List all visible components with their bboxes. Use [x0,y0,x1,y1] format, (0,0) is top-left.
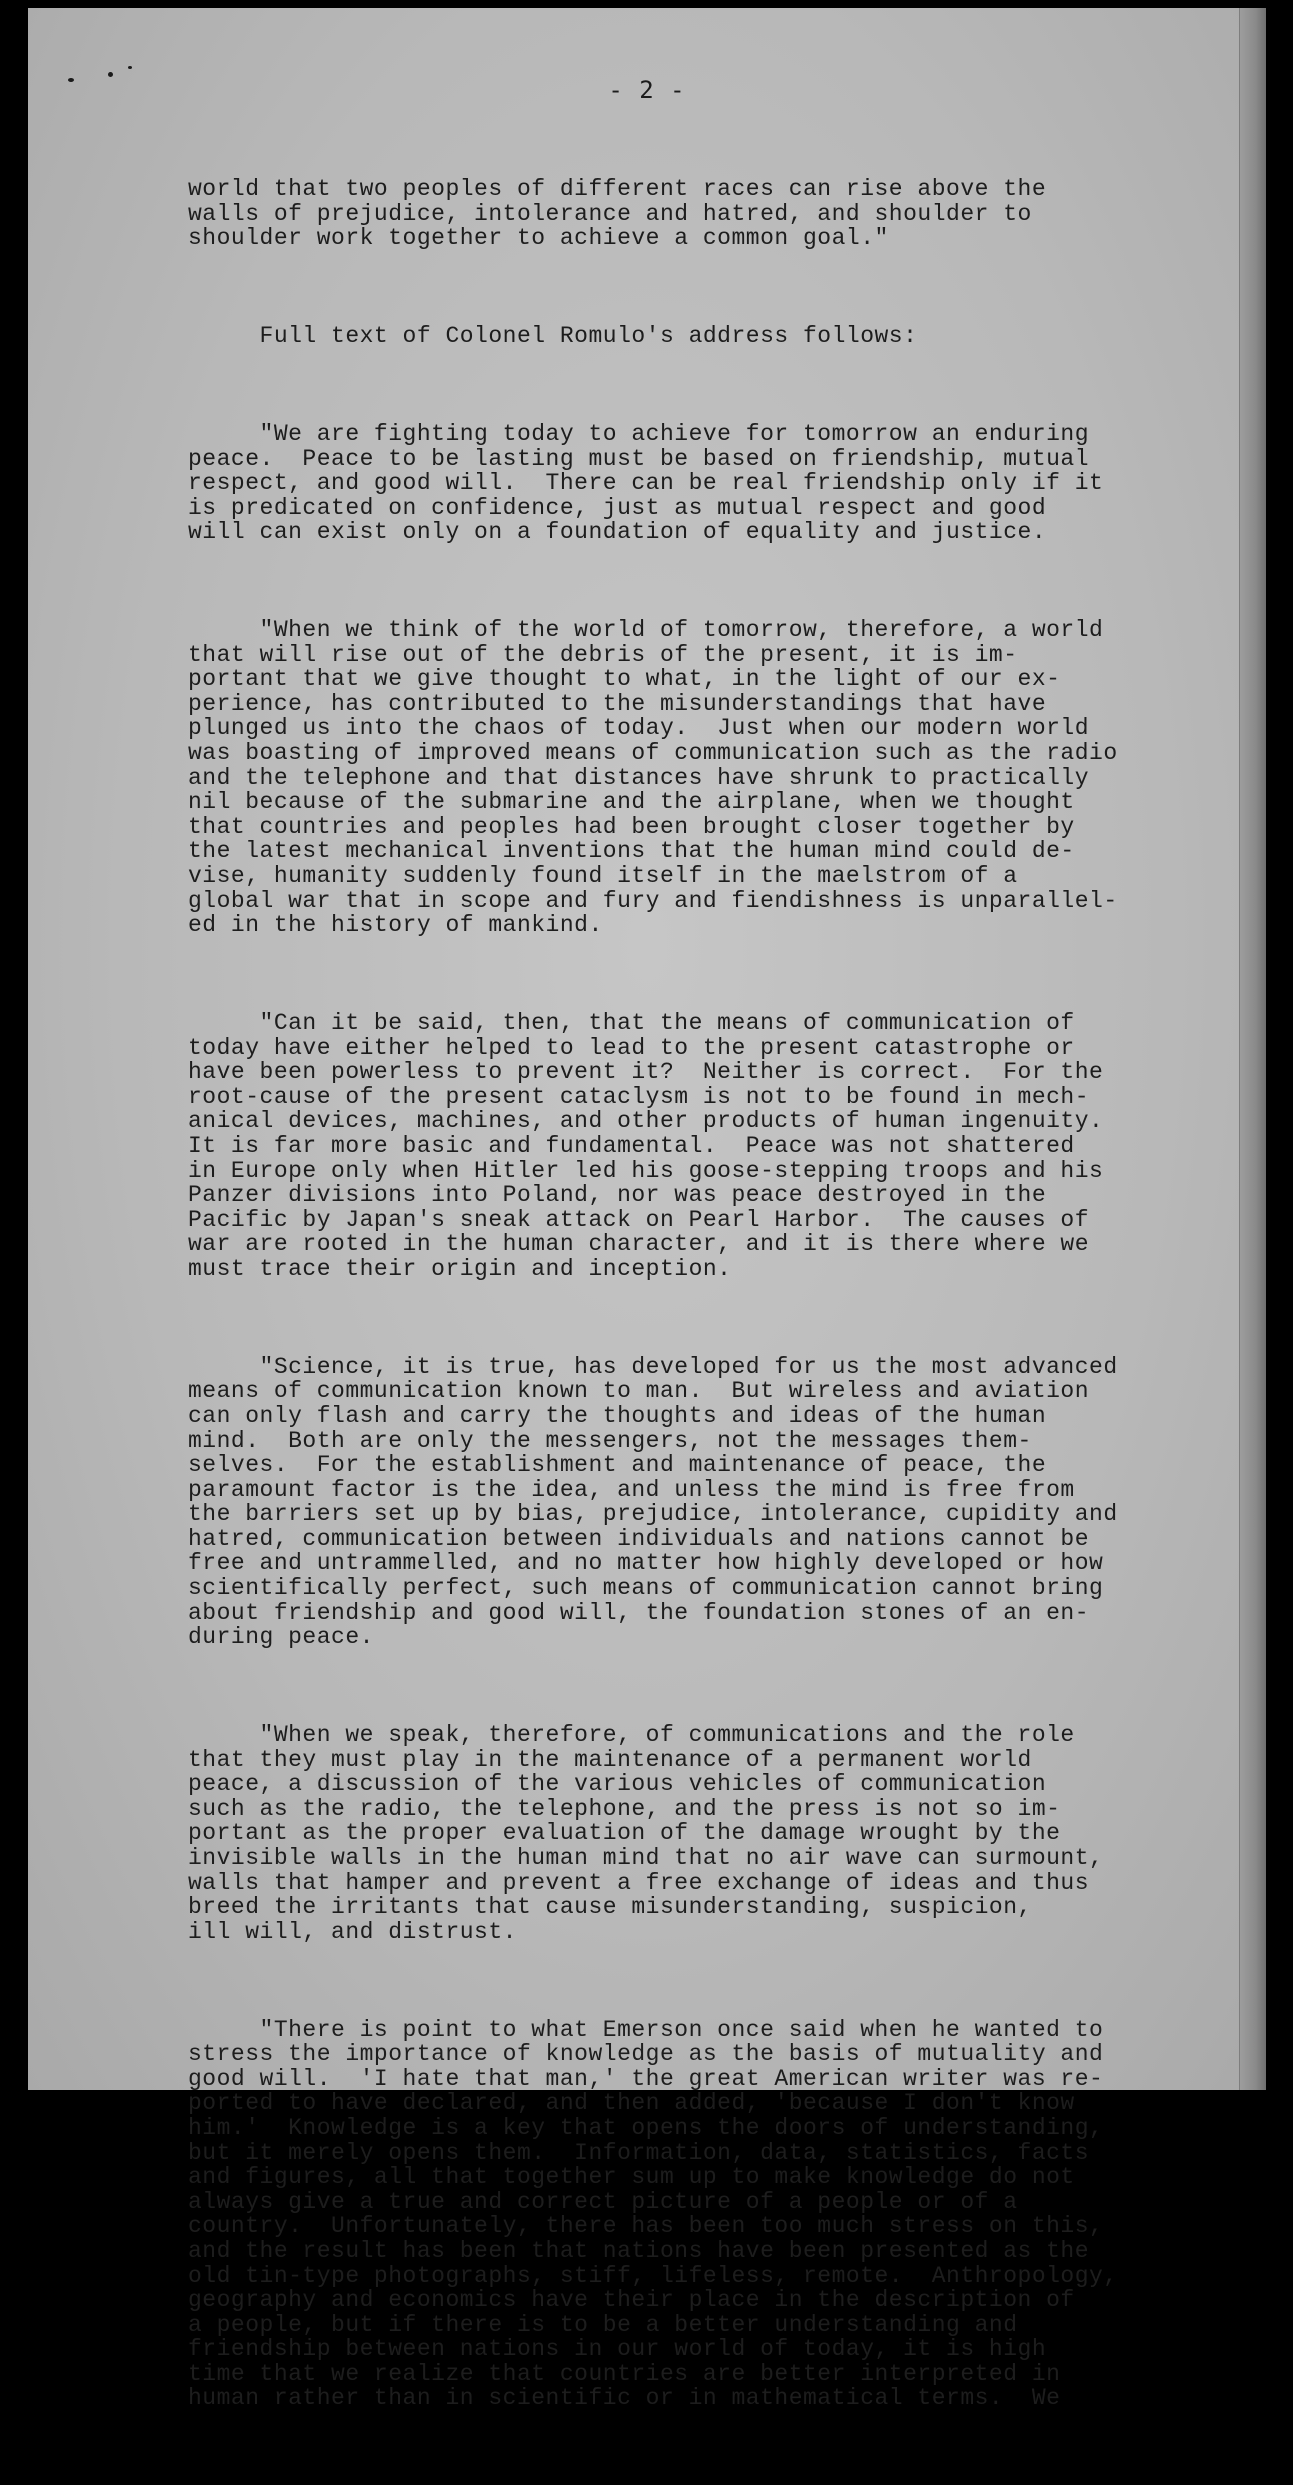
page-number: - 2 - [608,76,686,104]
paragraph-enduring-peace: "We are fighting today to achieve for tomorrow an enduring peace. Peace to be lasting must be based on friendship, mutual respect, and good will. There can be real friendship only if it is predicated on confidence, just as mutual respect and good will can exist only on a foundation of equality and justice. [188,420,1104,546]
paragraph-communications-role: "When we speak, therefore, of communications and the role that they must play in the maintenance of a permanent world peace, a discussion of the various vehicles of communication such as the radio, the telephone, and the press is not so im- portant as the proper evaluation of the damage wrought by the invisible walls in the human mind that no air wave can surmount, walls that hamper and prevent a free exchange of ideas and thus breed the irritants that cause misunderstanding, suspicion, ill will, and distrust. [188,1722,1104,1945]
document-page [28,8,1266,2412]
document-body [188,128,1188,2484]
paragraph-means-of-communication: "Can it be said, then, that the means of communication of today have either helped to lead to the present catastrophe or have been powerless to prevent it? Neither is correct. For the root-cause of the present cataclysm is not to be found in mech- anical devices, machines, and other products of human ingenuity. It is far more basic and fundamental. Peace was not shattered in Europe only when Hitler led his goose-stepping troops and his Panzer divisions into Poland, nor was peace destroyed in the Pacific by Japan's sneak attack on Pearl Harbor. The causes of war are rooted in the human character, and it is there where we must trace their origin and inception. [188,1010,1104,1282]
paragraph-science: "Science, it is true, has developed for us the most advanced means of communication known to man. But wireless and aviation can only flash and carry the thoughts and ideas of the human mind. Both are only the messengers, not the messages them- selves. For the establishment and maintenance of peace, the paramount factor is the idea, and unless the mind is free from the barriers set up by bias, prejudice, intolerance, cupidity and hatred, communication between individuals and nations cannot be free and untrammelled, and no matter how highly developed or how scientifically perfect, such means of communication cannot bring about friendship and good will, the foundation stones of an en- during peace. [188,1353,1118,1651]
paragraph-world-of-tomorrow: "When we think of the world of tomorrow, therefore, a world that will rise out of the debris of the present, it is im- portant that we give thought to what, in the light of our ex- perience, has contributed to the misunderstandings that have plunged us into the chaos of today. Just when our modern world was boasting of improved means of communication such as the radio and the telephone and that distances have shrunk to practically nil because of the submarine and the airplane, when we thought that countries and peoples had been brought closer together by the latest mechanical inventions that the human mind could de- vise, humanity suddenly found itself in the maelstrom of a global war that in scope and fury and fiendishness is unparallel- ed in the history of mankind. [188,617,1118,939]
paragraph-continuation: world that two peoples of different races can rise above the walls of prejudice, intolerance and hatred, and shoulder to shoulder work together to achieve a common goal." [188,176,1047,252]
page-edge-shadow [1239,8,1266,2090]
paragraph-intro: Full text of Colonel Romulo's address follows: [188,323,918,350]
paragraph-emerson: "There is point to what Emerson once said when he wanted to stress the importance of knowledge as the basis of mutuality and good will. 'I hate that man,' the great American writer was re- ported to have declared, and then added, 'because I don't know him.' Knowledge is a key that opens the doors of understanding, but it merely opens them. Information, data, statistics, facts and figures, all that together sum up to make knowledge do not always give a true and correct picture of a people or of a country. Unfortunately, there has been too much stress on this, and the result has been that nations have been presented as the old tin-type photographs, stiff, lifeless, remote. Anthropology, geography and economics have their place in the description of a people, but if there is to be a better understanding and friendship between nations in our world of today, it is high time that we realize that countries are better interpreted in human rather than in scientific or in mathematical terms. We [188,2016,1118,2412]
ink-speck [128,66,132,69]
